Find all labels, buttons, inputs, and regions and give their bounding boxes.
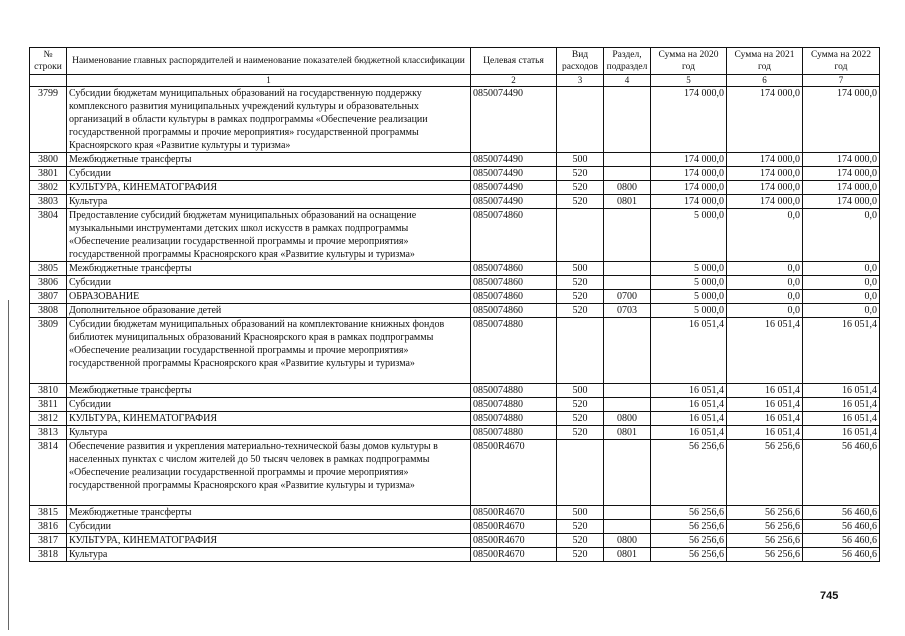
- header-num: № строки: [30, 48, 67, 75]
- row-sum-2020: 56 256,6: [651, 506, 727, 520]
- page-number: 745: [820, 590, 839, 602]
- row-number: 3817: [30, 534, 67, 548]
- row-sum-2021: 16 051,4: [727, 398, 803, 412]
- row-number: 3800: [30, 153, 67, 167]
- table-row: [30, 304, 880, 318]
- header-sum-2020: Сумма на 2020 год: [651, 48, 727, 75]
- row-sum-2022: 16 051,4: [803, 398, 880, 412]
- row-sum-2022: 56 460,6: [803, 440, 880, 506]
- row-number: 3814: [30, 440, 67, 506]
- row-expense-type: [557, 318, 604, 384]
- row-target-article: 08500R4670: [471, 440, 557, 506]
- row-number: 3812: [30, 412, 67, 426]
- row-expense-type: 520: [557, 398, 604, 412]
- row-expense-type: 520: [557, 276, 604, 290]
- table-row: [30, 534, 880, 548]
- row-target-article: 08500R4670: [471, 534, 557, 548]
- row-sum-2020: 5 000,0: [651, 276, 727, 290]
- row-sum-2020: 16 051,4: [651, 384, 727, 398]
- table-row: [30, 195, 880, 209]
- header-number-cell: 7: [803, 75, 880, 87]
- row-number: 3808: [30, 304, 67, 318]
- row-name: Дополнительное образование детей: [67, 304, 471, 318]
- row-section: [604, 276, 651, 290]
- row-section: [604, 87, 651, 153]
- row-section: [604, 318, 651, 384]
- header-name: Наименование главных распорядителей и наименование показателей бюджетной классификации: [67, 48, 471, 75]
- table-row: [30, 426, 880, 440]
- header-number-cell: 4: [604, 75, 651, 87]
- table-row: [30, 398, 880, 412]
- table-row: [30, 209, 880, 262]
- row-number: 3801: [30, 167, 67, 181]
- row-sum-2020: 5 000,0: [651, 209, 727, 262]
- row-sum-2022: 174 000,0: [803, 153, 880, 167]
- row-expense-type: [557, 87, 604, 153]
- table-row: [30, 384, 880, 398]
- row-sum-2021: 0,0: [727, 262, 803, 276]
- row-target-article: 08500R4670: [471, 520, 557, 534]
- row-sum-2021: 0,0: [727, 276, 803, 290]
- table-row: [30, 548, 880, 562]
- row-sum-2020: 5 000,0: [651, 262, 727, 276]
- row-name: КУЛЬТУРА, КИНЕМАТОГРАФИЯ: [67, 181, 471, 195]
- row-number: 3818: [30, 548, 67, 562]
- row-number: 3799: [30, 87, 67, 153]
- header-target: Целевая статья: [471, 48, 557, 75]
- row-sum-2021: 174 000,0: [727, 195, 803, 209]
- table-row: [30, 153, 880, 167]
- table-row: [30, 276, 880, 290]
- row-name: Предоставление субсидий бюджетам муниципальных образований на оснащение музыкальными инструментами детских школ искусств в рамках подпрограммы «Обеспечение реализации государственной программы и прочие мероприятия» государственной программы Красноярского края «Развитие культуры и туризма»: [67, 209, 471, 262]
- row-name: Обеспечение развития и укрепления материально-технической базы домов культуры в населенных пунктах с числом жителей до 50 тысяч человек в рамках подпрограммы «Обеспечение реализации государственной программы и прочие мероприятия» государственной программы Красноярского края «Развитие культуры и туризма»: [67, 440, 471, 506]
- header-sum-2021: Сумма на 2021 год: [727, 48, 803, 75]
- row-section: 0800: [604, 412, 651, 426]
- row-expense-type: 500: [557, 153, 604, 167]
- row-section: [604, 209, 651, 262]
- row-section: [604, 506, 651, 520]
- row-sum-2020: 174 000,0: [651, 195, 727, 209]
- row-sum-2021: 16 051,4: [727, 318, 803, 384]
- table-row: [30, 440, 880, 506]
- row-number: 3811: [30, 398, 67, 412]
- row-number: 3802: [30, 181, 67, 195]
- row-section: 0703: [604, 304, 651, 318]
- row-target-article: 0850074880: [471, 384, 557, 398]
- row-sum-2021: 56 256,6: [727, 506, 803, 520]
- row-section: [604, 384, 651, 398]
- row-expense-type: 520: [557, 548, 604, 562]
- row-target-article: 0850074490: [471, 181, 557, 195]
- row-sum-2021: 174 000,0: [727, 153, 803, 167]
- row-sum-2020: 16 051,4: [651, 426, 727, 440]
- row-sum-2022: 174 000,0: [803, 167, 880, 181]
- row-expense-type: 520: [557, 167, 604, 181]
- header-number-cell: 1: [67, 75, 471, 87]
- row-sum-2022: 56 460,6: [803, 548, 880, 562]
- row-expense-type: 500: [557, 262, 604, 276]
- row-sum-2020: 16 051,4: [651, 318, 727, 384]
- row-expense-type: 520: [557, 181, 604, 195]
- row-sum-2021: 16 051,4: [727, 412, 803, 426]
- row-expense-type: 520: [557, 290, 604, 304]
- row-number: 3816: [30, 520, 67, 534]
- row-target-article: 0850074880: [471, 426, 557, 440]
- row-sum-2020: 56 256,6: [651, 520, 727, 534]
- row-target-article: 0850074880: [471, 398, 557, 412]
- row-sum-2020: 56 256,6: [651, 548, 727, 562]
- row-target-article: 08500R4670: [471, 548, 557, 562]
- row-section: 0800: [604, 181, 651, 195]
- row-sum-2022: 0,0: [803, 290, 880, 304]
- table-row: [30, 290, 880, 304]
- row-sum-2022: 174 000,0: [803, 195, 880, 209]
- row-name: Субсидии: [67, 167, 471, 181]
- row-name: КУЛЬТУРА, КИНЕМАТОГРАФИЯ: [67, 412, 471, 426]
- table-row: [30, 87, 880, 153]
- row-expense-type: 500: [557, 384, 604, 398]
- table-row: [30, 506, 880, 520]
- row-target-article: 0850074860: [471, 290, 557, 304]
- row-section: [604, 262, 651, 276]
- row-name: Субсидии бюджетам муниципальных образований на комплектование книжных фондов библиотек муниципальных образований Красноярского края в рамках подпрограммы «Обеспечение реализации государственной программы и прочие мероприятия» государственной программы Красноярского края «Развитие культуры и туризма»: [67, 318, 471, 384]
- row-sum-2021: 0,0: [727, 304, 803, 318]
- table-row: [30, 520, 880, 534]
- row-name: Субсидии: [67, 520, 471, 534]
- row-sum-2020: 16 051,4: [651, 412, 727, 426]
- row-name: Культура: [67, 426, 471, 440]
- row-sum-2021: 174 000,0: [727, 87, 803, 153]
- row-section: 0700: [604, 290, 651, 304]
- row-sum-2021: 56 256,6: [727, 520, 803, 534]
- row-sum-2022: 0,0: [803, 262, 880, 276]
- row-target-article: 0850074860: [471, 209, 557, 262]
- header-number-cell: 3: [557, 75, 604, 87]
- row-sum-2021: 56 256,6: [727, 534, 803, 548]
- scan-edge-line: [8, 300, 9, 630]
- row-name: Культура: [67, 195, 471, 209]
- header-sum-2022: Сумма на 2022 год: [803, 48, 880, 75]
- row-sum-2020: 56 256,6: [651, 534, 727, 548]
- row-number: 3815: [30, 506, 67, 520]
- row-name: КУЛЬТУРА, КИНЕМАТОГРАФИЯ: [67, 534, 471, 548]
- table-row: [30, 262, 880, 276]
- row-target-article: 08500R4670: [471, 506, 557, 520]
- row-name: ОБРАЗОВАНИЕ: [67, 290, 471, 304]
- row-target-article: 0850074860: [471, 262, 557, 276]
- row-expense-type: 520: [557, 426, 604, 440]
- row-sum-2020: 174 000,0: [651, 153, 727, 167]
- table-row: [30, 318, 880, 384]
- row-target-article: 0850074860: [471, 276, 557, 290]
- row-number: 3806: [30, 276, 67, 290]
- row-sum-2022: 16 051,4: [803, 384, 880, 398]
- row-section: [604, 153, 651, 167]
- row-section: [604, 167, 651, 181]
- header-number-cell: [30, 75, 67, 87]
- row-number: 3805: [30, 262, 67, 276]
- row-sum-2022: 174 000,0: [803, 87, 880, 153]
- header-expense: Вид расходов: [557, 48, 604, 75]
- row-sum-2022: 0,0: [803, 276, 880, 290]
- row-name: Культура: [67, 548, 471, 562]
- table-row: [30, 167, 880, 181]
- row-sum-2020: 5 000,0: [651, 304, 727, 318]
- row-section: [604, 398, 651, 412]
- row-section: 0801: [604, 195, 651, 209]
- row-name: Межбюджетные трансферты: [67, 262, 471, 276]
- budget-table: [29, 47, 880, 562]
- row-section: [604, 440, 651, 506]
- row-sum-2022: 56 460,6: [803, 534, 880, 548]
- row-name: Межбюджетные трансферты: [67, 384, 471, 398]
- row-sum-2021: 56 256,6: [727, 440, 803, 506]
- row-section: 0801: [604, 548, 651, 562]
- row-sum-2020: 174 000,0: [651, 181, 727, 195]
- header-number-cell: 2: [471, 75, 557, 87]
- row-target-article: 0850074860: [471, 304, 557, 318]
- row-target-article: 0850074880: [471, 318, 557, 384]
- row-sum-2021: 0,0: [727, 209, 803, 262]
- row-name: Межбюджетные трансферты: [67, 506, 471, 520]
- row-expense-type: 520: [557, 195, 604, 209]
- row-number: 3804: [30, 209, 67, 262]
- row-target-article: 0850074880: [471, 412, 557, 426]
- row-sum-2021: 16 051,4: [727, 384, 803, 398]
- row-target-article: 0850074490: [471, 167, 557, 181]
- row-sum-2022: 16 051,4: [803, 412, 880, 426]
- row-name: Субсидии бюджетам муниципальных образований на государственную поддержку комплексного развития муниципальных учреждений культуры и образовательных организаций в области культуры в рамках подпрограммы «Обеспечение реализации государственной программы и прочие мероприятия» государственной программы Красноярского края «Развитие культуры и туризма»: [67, 87, 471, 153]
- row-sum-2021: 174 000,0: [727, 181, 803, 195]
- row-sum-2021: 56 256,6: [727, 548, 803, 562]
- header-number-row: [30, 75, 880, 87]
- row-sum-2022: 0,0: [803, 304, 880, 318]
- row-target-article: 0850074490: [471, 87, 557, 153]
- table-row: [30, 181, 880, 195]
- row-expense-type: 520: [557, 412, 604, 426]
- row-sum-2020: 56 256,6: [651, 440, 727, 506]
- row-number: 3803: [30, 195, 67, 209]
- header-number-cell: 6: [727, 75, 803, 87]
- header-row: [30, 48, 880, 75]
- row-number: 3809: [30, 318, 67, 384]
- row-target-article: 0850074490: [471, 195, 557, 209]
- row-name: Субсидии: [67, 276, 471, 290]
- row-sum-2021: 174 000,0: [727, 167, 803, 181]
- row-expense-type: 520: [557, 520, 604, 534]
- row-expense-type: 500: [557, 506, 604, 520]
- row-sum-2022: 56 460,6: [803, 520, 880, 534]
- table-row: [30, 412, 880, 426]
- header-section: Раздел, подраздел: [604, 48, 651, 75]
- row-number: 3810: [30, 384, 67, 398]
- header-number-cell: 5: [651, 75, 727, 87]
- row-section: 0801: [604, 426, 651, 440]
- row-sum-2021: 0,0: [727, 290, 803, 304]
- row-name: Субсидии: [67, 398, 471, 412]
- row-sum-2020: 174 000,0: [651, 87, 727, 153]
- row-expense-type: 520: [557, 534, 604, 548]
- row-sum-2022: 0,0: [803, 209, 880, 262]
- row-name: Межбюджетные трансферты: [67, 153, 471, 167]
- row-sum-2022: 16 051,4: [803, 318, 880, 384]
- row-sum-2021: 16 051,4: [727, 426, 803, 440]
- row-sum-2022: 56 460,6: [803, 506, 880, 520]
- row-expense-type: 520: [557, 304, 604, 318]
- row-sum-2022: 174 000,0: [803, 181, 880, 195]
- row-sum-2022: 16 051,4: [803, 426, 880, 440]
- row-sum-2020: 16 051,4: [651, 398, 727, 412]
- row-section: 0800: [604, 534, 651, 548]
- row-expense-type: [557, 440, 604, 506]
- row-number: 3813: [30, 426, 67, 440]
- row-sum-2020: 5 000,0: [651, 290, 727, 304]
- row-expense-type: [557, 209, 604, 262]
- row-section: [604, 520, 651, 534]
- row-number: 3807: [30, 290, 67, 304]
- row-sum-2020: 174 000,0: [651, 167, 727, 181]
- row-target-article: 0850074490: [471, 153, 557, 167]
